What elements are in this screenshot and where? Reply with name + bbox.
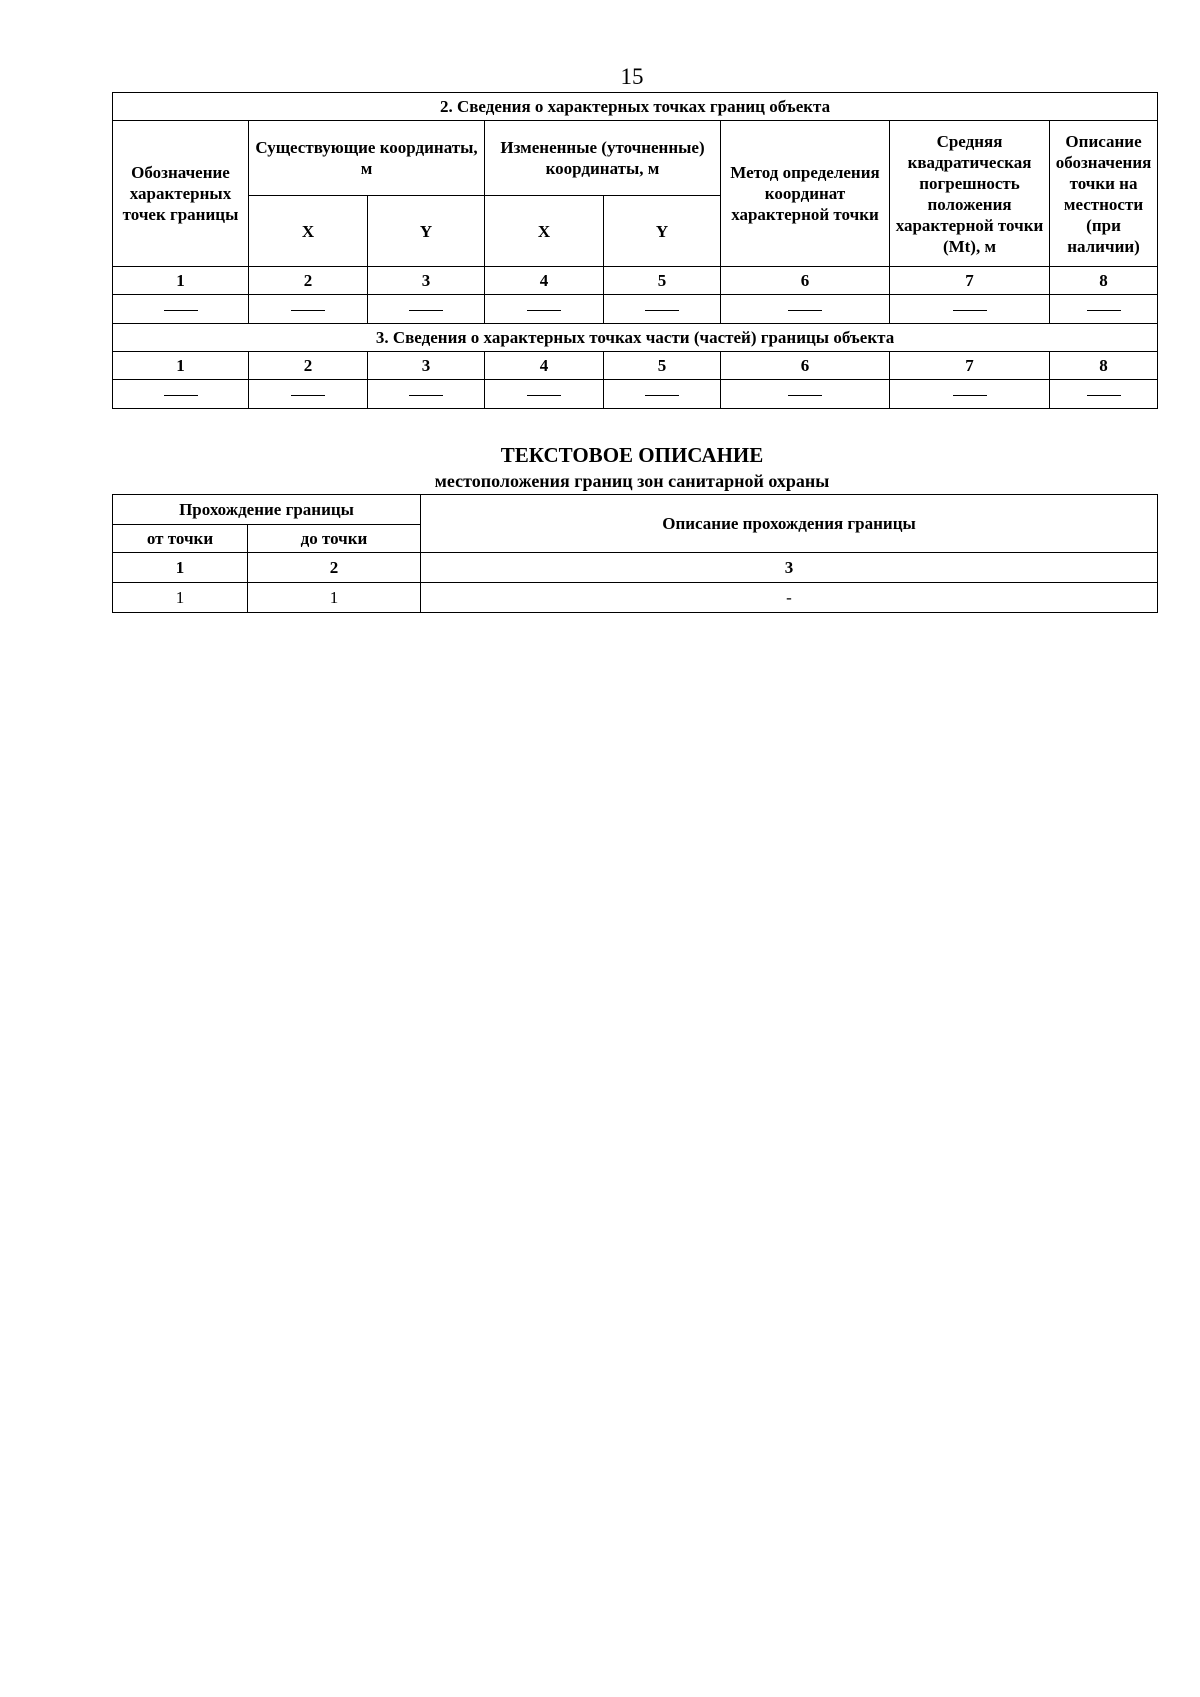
empty-cell <box>485 295 604 324</box>
column-number: 1 <box>113 553 248 583</box>
dash-mark <box>291 310 325 311</box>
column-numbers-row <box>113 267 1158 295</box>
header-y-changed: Y <box>604 196 721 267</box>
header-mean-error: Средняя квадратическая погрешность положения характерной точки (Mt), м <box>890 121 1050 267</box>
column-number: 6 <box>721 352 890 380</box>
page-number: 15 <box>620 64 644 89</box>
column-number: 4 <box>485 352 604 380</box>
dash-mark <box>527 310 561 311</box>
empty-cell <box>1050 380 1158 409</box>
dash-mark <box>409 310 443 311</box>
column-numbers-row <box>113 352 1158 380</box>
dash-mark <box>291 395 325 396</box>
dash-mark <box>788 310 822 311</box>
column-number: 5 <box>604 352 721 380</box>
column-number: 4 <box>485 267 604 295</box>
empty-cell <box>113 295 249 324</box>
dash-mark <box>164 310 198 311</box>
column-number: 8 <box>1050 352 1158 380</box>
empty-cell <box>368 295 485 324</box>
header-from-point: от точки <box>113 525 248 553</box>
column-number: 1 <box>113 267 249 295</box>
dash-mark <box>645 310 679 311</box>
dash-mark <box>645 395 679 396</box>
column-number: 3 <box>421 553 1158 583</box>
empty-cell <box>368 380 485 409</box>
header-passage: Прохождение границы <box>113 495 421 525</box>
boundary-points-table <box>112 92 1158 409</box>
empty-cell <box>485 380 604 409</box>
header-method: Метод определения координат характерной точки <box>721 121 890 267</box>
empty-cell <box>249 295 368 324</box>
column-number: 3 <box>368 267 485 295</box>
empty-cell <box>249 380 368 409</box>
table-row <box>113 583 1158 613</box>
text-description-subtitle: местоположения границ зон санитарной охраны <box>434 471 830 491</box>
header-to-point: до точки <box>248 525 421 553</box>
header-boundary-description: Описание прохождения границы <box>421 495 1158 553</box>
empty-cell <box>1050 295 1158 324</box>
column-number: 2 <box>249 352 368 380</box>
header-x-changed: X <box>485 196 604 267</box>
boundary-description-table <box>112 494 1158 613</box>
header-description: Описание обозначения точки на местности (при наличии) <box>1050 121 1158 267</box>
column-number: 2 <box>248 553 421 583</box>
empty-data-row <box>113 295 1158 324</box>
empty-cell <box>890 295 1050 324</box>
column-numbers-row <box>113 553 1158 583</box>
empty-cell <box>604 380 721 409</box>
column-number: 7 <box>890 352 1050 380</box>
empty-data-row <box>113 380 1158 409</box>
column-number: 1 <box>113 352 249 380</box>
header-existing-coords: Существующие координаты, м <box>249 121 485 196</box>
column-number: 6 <box>721 267 890 295</box>
empty-cell <box>721 380 890 409</box>
header-point-designation: Обозначение характерных точек границы <box>113 121 249 267</box>
boundary-description-value: - <box>421 583 1158 613</box>
dash-mark <box>164 395 198 396</box>
empty-cell <box>890 380 1050 409</box>
header-changed-coords: Измененные (уточненные) координаты, м <box>485 121 721 196</box>
dash-mark <box>1087 310 1121 311</box>
dash-mark <box>527 395 561 396</box>
column-number: 7 <box>890 267 1050 295</box>
section-3-title: 3. Сведения о характерных точках части (частей) границы объекта <box>113 324 1158 352</box>
dash-mark <box>1087 395 1121 396</box>
header-x-existing: X <box>249 196 368 267</box>
dash-mark <box>788 395 822 396</box>
dash-mark <box>953 395 987 396</box>
header-y-existing: Y <box>368 196 485 267</box>
to-point-value: 1 <box>248 583 421 613</box>
column-number: 8 <box>1050 267 1158 295</box>
empty-cell <box>721 295 890 324</box>
from-point-value: 1 <box>113 583 248 613</box>
dash-mark <box>409 395 443 396</box>
column-number: 2 <box>249 267 368 295</box>
column-number: 3 <box>368 352 485 380</box>
text-description-title: ТЕКСТОВОЕ ОПИСАНИЕ <box>500 443 764 467</box>
dash-mark <box>953 310 987 311</box>
empty-cell <box>113 380 249 409</box>
section-2-title: 2. Сведения о характерных точках границ объекта <box>113 93 1158 121</box>
empty-cell <box>604 295 721 324</box>
column-number: 5 <box>604 267 721 295</box>
